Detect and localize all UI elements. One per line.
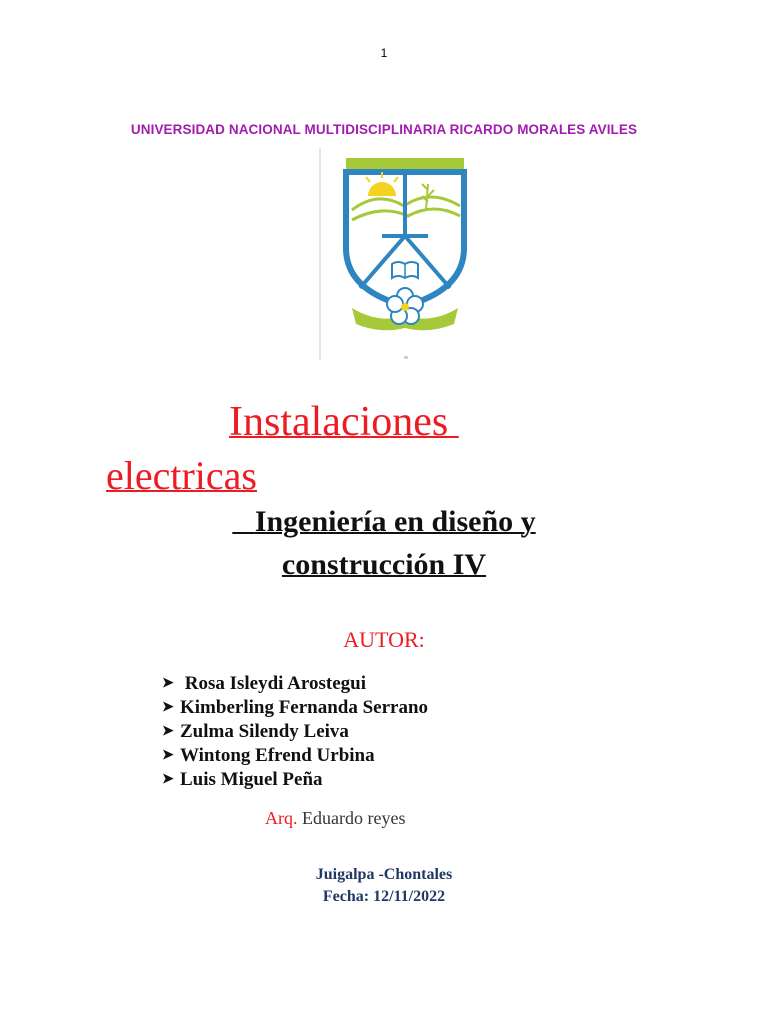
list-item — [162, 720, 428, 744]
advisor-name: Eduardo reyes — [302, 808, 406, 828]
advisor-title: Arq. — [265, 808, 298, 828]
list-item — [162, 696, 428, 720]
arrowhead-bullet-icon: ➤ — [162, 724, 174, 739]
list-item — [162, 744, 428, 768]
course-name-lead — [232, 505, 255, 538]
crest-icon — [318, 148, 468, 362]
page-number: 1 — [380, 46, 388, 60]
location: Juigalpa -Chontales — [315, 866, 453, 883]
list-item — [162, 672, 428, 696]
author-name: Zulma Silendy Leiva — [180, 721, 349, 742]
author-name: Kimberling Fernanda Serrano — [180, 697, 429, 718]
university-crest-logo — [318, 148, 468, 362]
author-name: Luis Miguel Peña — [180, 769, 323, 790]
arrowhead-bullet-icon: ➤ — [162, 748, 174, 763]
author-heading: AUTOR: — [343, 627, 425, 652]
document-title-line-2: electricas — [106, 453, 257, 498]
arrowhead-bullet-icon: ➤ — [162, 676, 174, 691]
advisor — [265, 808, 405, 829]
course-name-text: Ingeniería en diseño y — [254, 505, 536, 538]
author-list — [162, 672, 428, 792]
author-name: Wintong Efrend Urbina — [180, 745, 375, 766]
university-name: UNIVERSIDAD NACIONAL MULTIDISCIPLINARIA RICARDO MORALES AVILES — [130, 122, 638, 137]
course-name-line-1 — [0, 505, 768, 539]
course-name-line-2: construcción IV — [281, 548, 487, 581]
arrowhead-bullet-icon: ➤ — [162, 700, 174, 715]
document-title-line-1: Instalaciones — [229, 399, 459, 445]
author-name: Rosa Isleydi Arostegui — [184, 673, 366, 694]
list-item — [162, 768, 428, 792]
arrowhead-bullet-icon: ➤ — [162, 772, 174, 787]
date: Fecha: 12/11/2022 — [322, 888, 446, 905]
